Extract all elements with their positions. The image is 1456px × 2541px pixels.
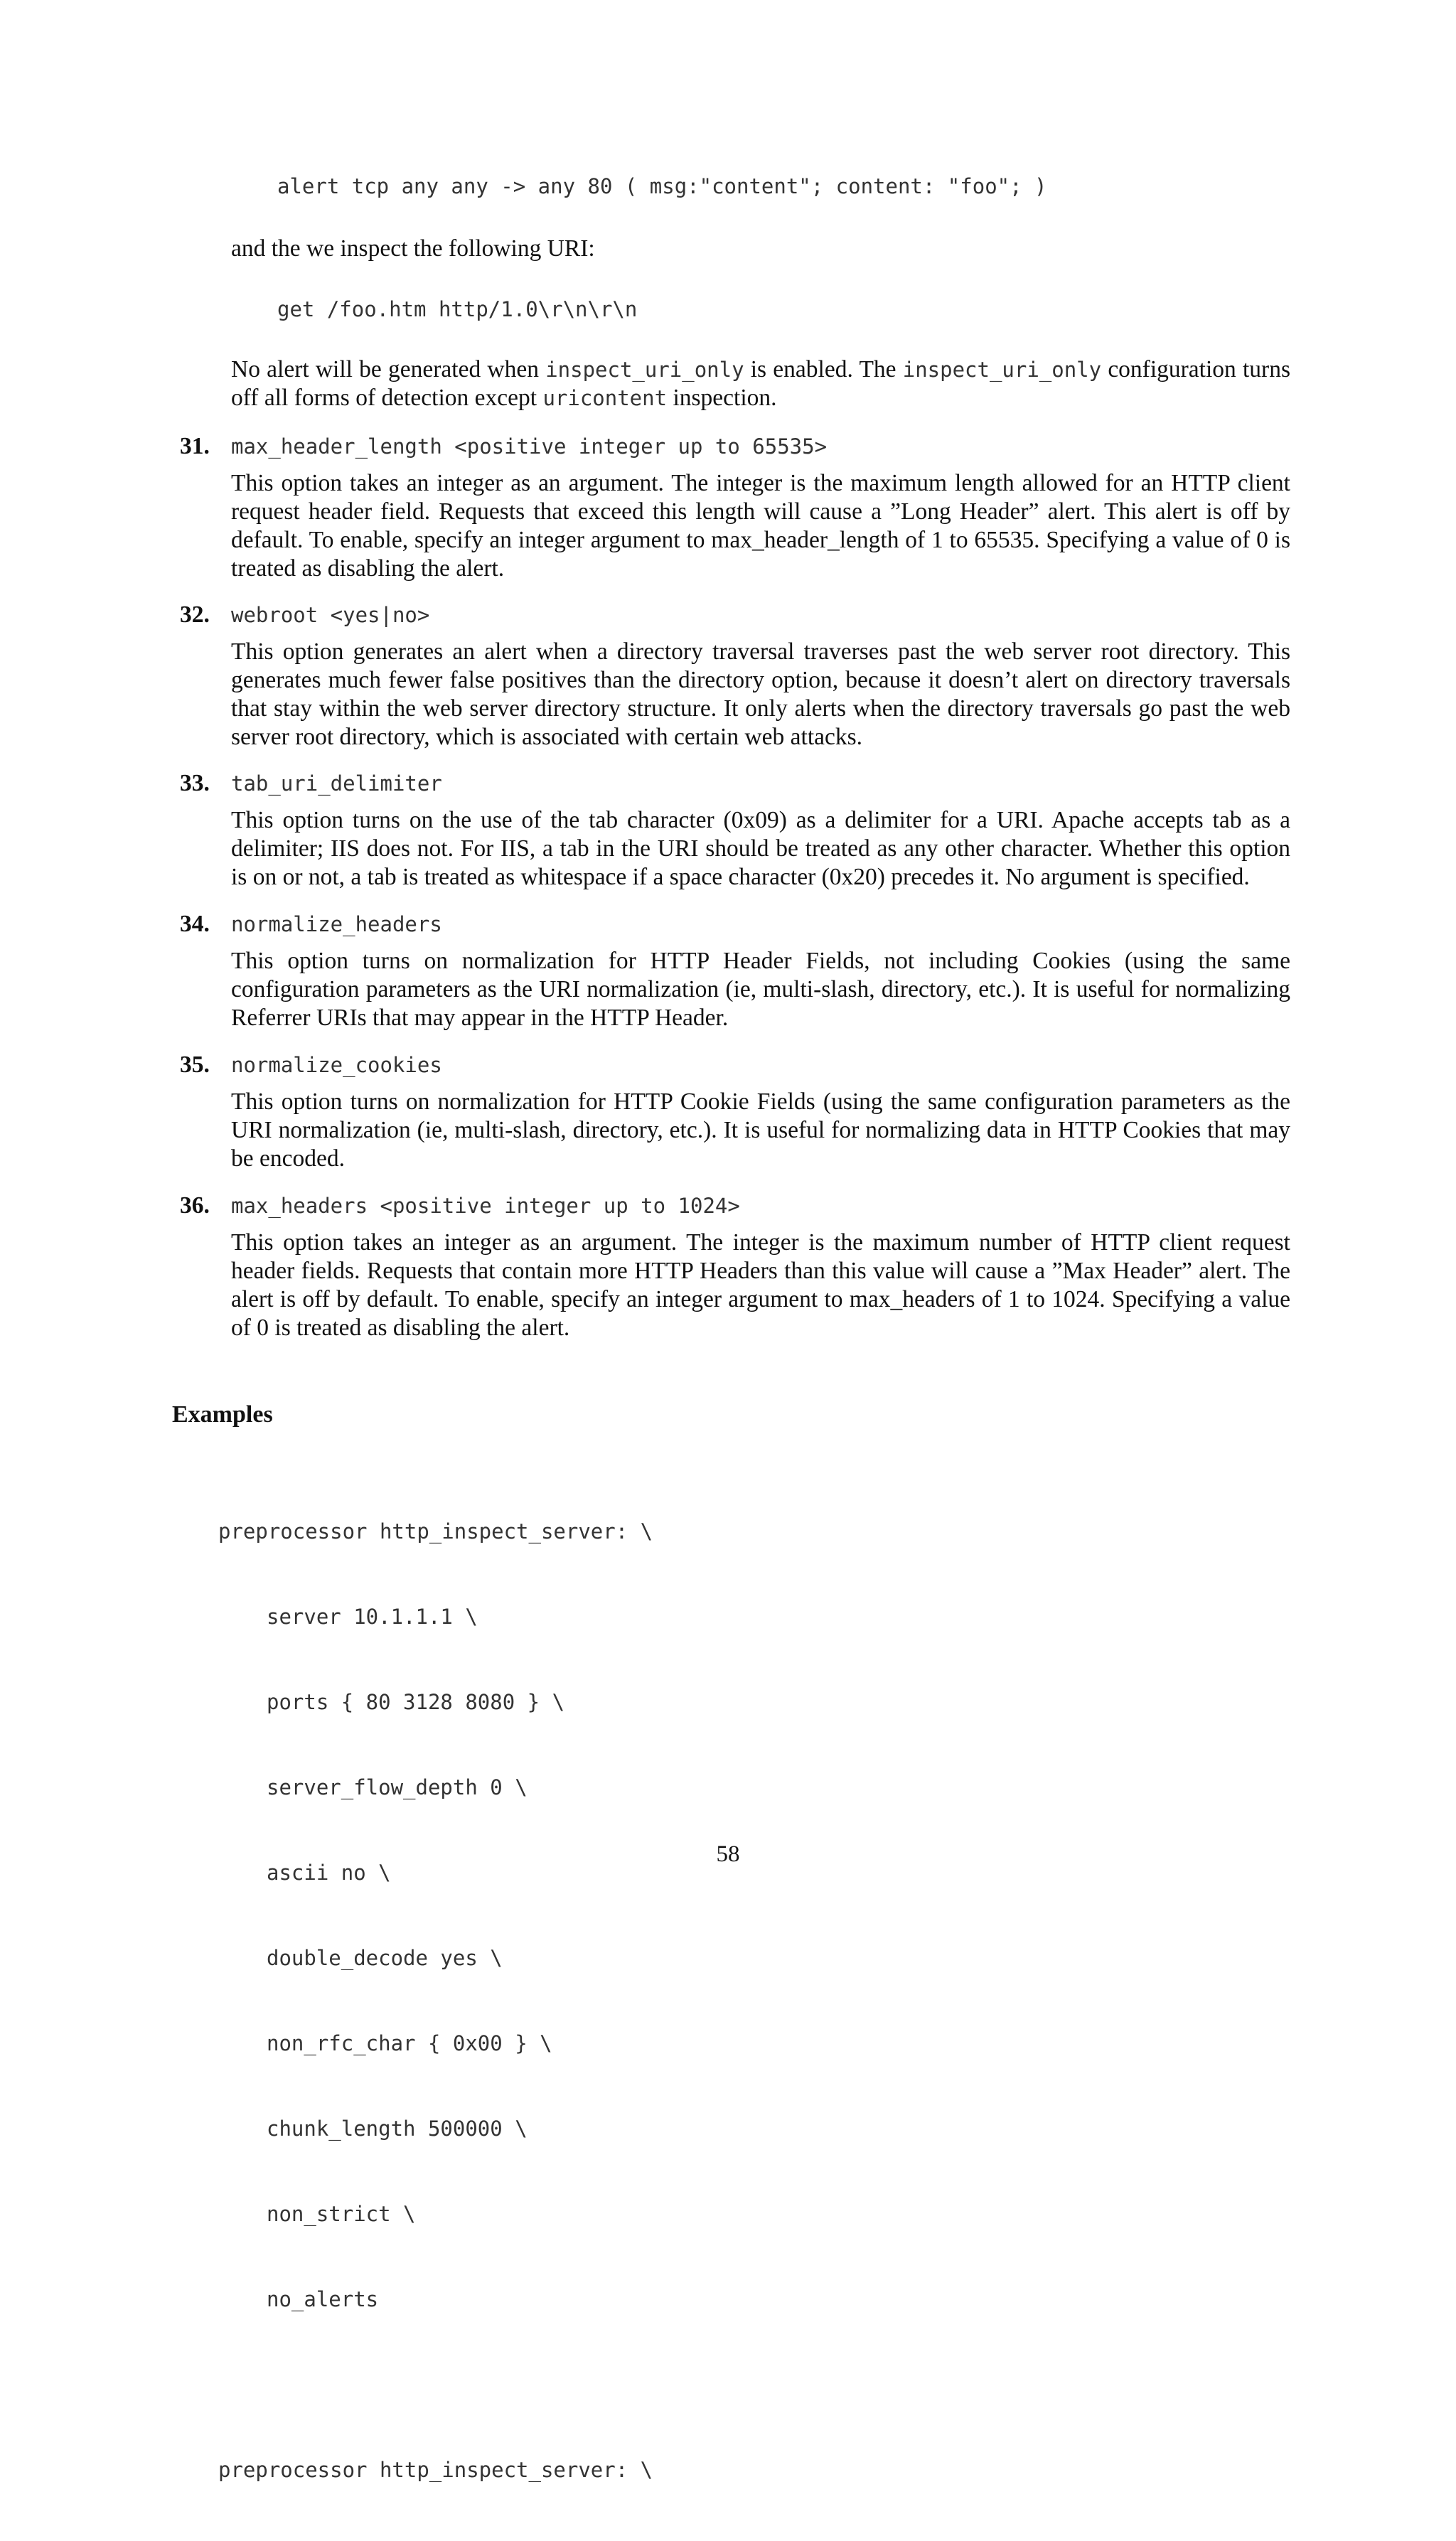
examples-heading: Examples: [172, 1401, 273, 1428]
option-item-33-description: This option turns on the use of the tab character (0x09) as a delimiter for a URI. Apache accepts tab as a delimiter; IIS does not. For IIS, a tab in the URI should be treated as any other character. Whether this option is on or not, a tab is treated as whitespace if a space character (0x20) precedes it. No argument is specified.: [231, 807, 1290, 890]
option-item-32-heading: [180, 601, 429, 629]
option-number: 34.: [180, 911, 210, 937]
code-line: ports { 80 3128 8080 } \: [267, 1690, 565, 1714]
option-name: tab_uri_delimiter: [231, 771, 442, 796]
code-blank-line: [218, 2370, 653, 2399]
option-item-35-description: This option turns on normalization for HTTP Cookie Fields (using the same configuration parameters as the URI normalization (ie, multi-slash, directory, etc.). It is useful for normalizing data in HTTP Cookies that may be encoded.: [231, 1088, 1290, 1172]
rule-example-line: alert tcp any any -> any 80 ( msg:"content"; content: "foo"; ): [277, 174, 1047, 198]
note-text-2: is enabled. The: [744, 356, 903, 383]
option-number: 35.: [180, 1052, 210, 1078]
note-code-2: inspect_uri_only: [902, 358, 1102, 382]
option-item-36-description: This option takes an integer as an argument. The integer is the maximum number of HTTP client request header fields. Requests that contain more HTTP Headers than this value will cause a ”Max Header” alert. The alert is off by default. To enable, specify an integer argument to max_headers of 1 to 1024. Specifying a value of 0 is treated as disabling the alert.: [231, 1229, 1290, 1341]
option-item-34-description: This option turns on normalization for HTTP Header Fields, not including Cookies (using the same configuration parameters as the URI normalization (ie, multi-slash, directory, etc.). It is useful for normalizing Referrer URIs that may appear in the HTTP Header.: [231, 948, 1290, 1031]
option-name: max_header_length <positive integer up to 65535>: [231, 434, 828, 459]
code-line: double_decode yes \: [267, 1946, 503, 1970]
option-item-31-heading: [180, 432, 827, 461]
inspect-sentence: and the we inspect the following URI:: [231, 235, 595, 262]
note-code-3: uricontent: [542, 386, 668, 410]
option-item-32-description: This option generates an alert when a directory traversal traverses past the web server root directory. This generates much fewer false positives than the directory option, because it doesn’t alert on directory traversals that stay within the web server directory structure. It only alerts when the directory traversals go past the web server root directory, which is associated with certain web attacks.: [231, 638, 1290, 750]
option-name: webroot <yes|no>: [231, 603, 430, 627]
option-name: normalize_headers: [231, 912, 442, 936]
page-number: 58: [716, 1841, 740, 1867]
note-text-1: No alert will be generated when: [231, 356, 546, 383]
option-name: max_headers <positive integer up to 1024>: [231, 1194, 740, 1218]
option-number: 36.: [180, 1192, 210, 1219]
option-item-34-heading: [180, 910, 442, 938]
examples-code-block: [218, 1460, 653, 2541]
inspect-uri-only-note: [231, 355, 1290, 412]
code-line: ascii no \: [267, 1861, 391, 1885]
code-line: preprocessor http_inspect_server: \: [218, 2458, 653, 2482]
code-line: server_flow_depth 0 \: [267, 1775, 528, 1799]
code-line: no_alerts: [267, 2287, 379, 2311]
code-line: preprocessor http_inspect_server: \: [218, 1519, 653, 1544]
option-number: 31.: [180, 433, 210, 459]
option-number: 33.: [180, 770, 210, 796]
uri-example-line: get /foo.htm http/1.0\r\n\r\n: [277, 297, 638, 321]
note-code-1: inspect_uri_only: [545, 358, 744, 382]
option-item-31-description: This option takes an integer as an argument. The integer is the maximum length allowed for an HTTP client request header field. Requests that exceed this length will cause a ”Long Header” alert. This alert is off by default. To enable, specify an integer argument to max_header_length of 1 to 65535. Specifying a value of 0 is treated as disabling the alert.: [231, 470, 1290, 582]
code-line: chunk_length 500000 \: [267, 2117, 528, 2141]
code-line: non_rfc_char { 0x00 } \: [267, 2031, 552, 2055]
code-line: non_strict \: [267, 2202, 416, 2226]
note-text-3: configuration turns off all forms of detection except: [231, 356, 1290, 411]
option-number: 32.: [180, 601, 210, 628]
option-name: normalize_cookies: [231, 1053, 442, 1077]
note-text-4: inspection.: [667, 385, 777, 411]
option-item-36-heading: [180, 1192, 740, 1220]
option-item-33-heading: [180, 769, 442, 798]
option-item-35-heading: [180, 1051, 442, 1079]
code-line: server 10.1.1.1 \: [267, 1605, 478, 1629]
